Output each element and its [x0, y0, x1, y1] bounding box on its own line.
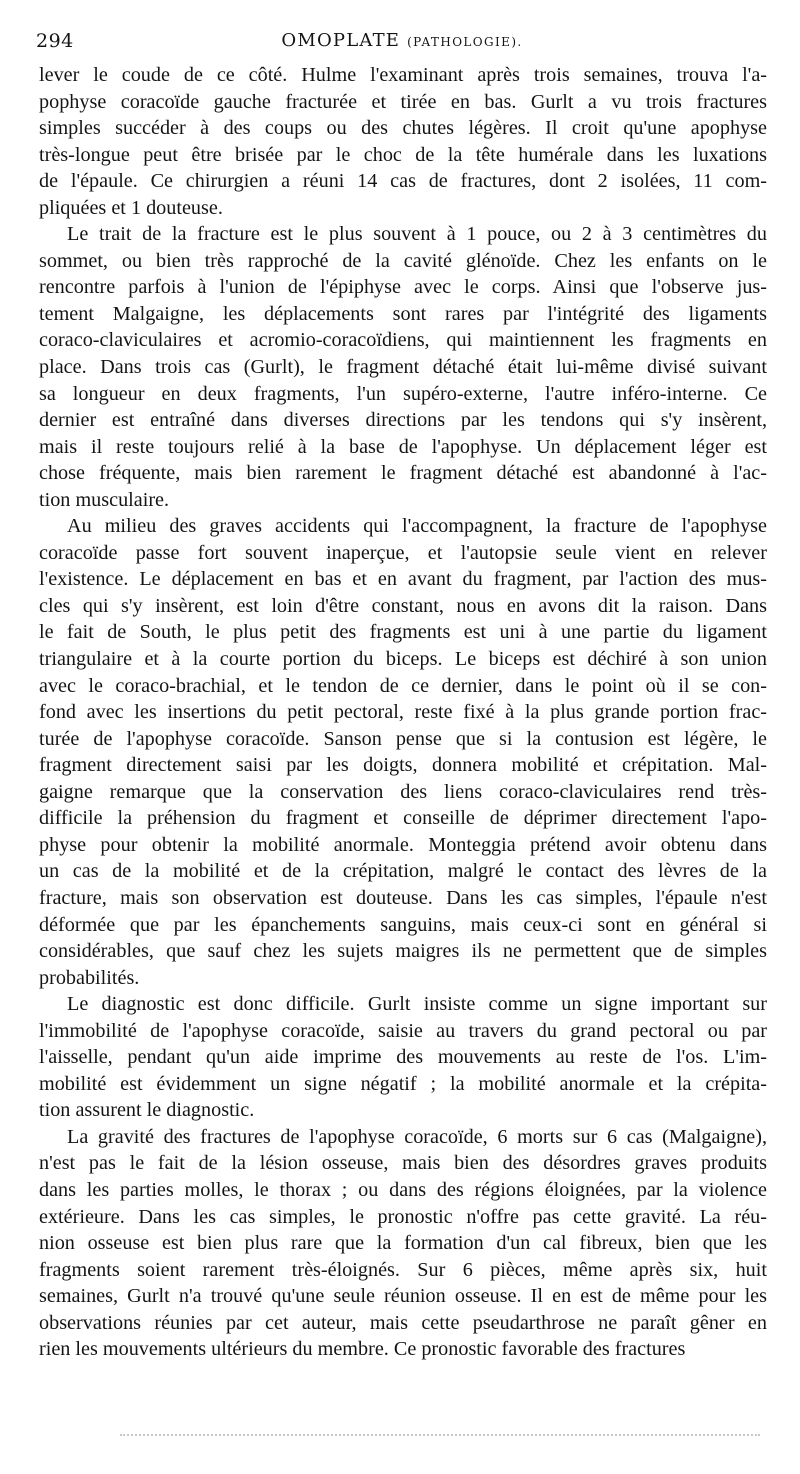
text-line: déformée que par les épanchements sanguins, mais ceux-ci sont en général si	[39, 913, 767, 936]
text-line: semaines, Gurlt n'a trouvé qu'une seule réunion osseuse. Il en est de même pour les	[39, 1285, 767, 1308]
text-line: de l'épaule. Ce chirurgien a réuni 14 cas de fractures, dont 2 isolées, 11 com-	[39, 170, 767, 193]
text-line: rien les mouvements ultérieurs du membre. Ce pronostic favorable des fractures	[39, 1338, 686, 1361]
text-line: mais il reste toujours relié à la base de l'apophyse. Un déplacement léger est	[39, 435, 767, 458]
text-line: fond avec les insertions du petit pectoral, reste fixé à la plus grande portion frac-	[39, 701, 767, 724]
text-line: avec le coraco-brachial, et le tendon de ce dernier, dans le point où il se con-	[39, 674, 767, 697]
text-line: Le diagnostic est donc difficile. Gurlt insiste comme un signe important sur	[67, 993, 767, 1016]
text-line: dans les parties molles, le thorax ; ou dans des régions éloignées, par la violence	[39, 1178, 767, 1201]
text-line: extérieure. Dans les cas simples, le pronostic n'offre pas cette gravité. La réu-	[39, 1205, 767, 1228]
text-line: difficile la préhension du fragment et conseille de déprimer directement l'apo-	[39, 807, 767, 830]
text-line: sa longueur en deux fragments, l'un supéro-externe, l'autre inféro-interne. Ce	[39, 382, 767, 405]
text-line: considérables, que sauf chez les sujets maigres ils ne permettent que de simples	[39, 940, 767, 963]
text-line: mobilité est évidemment un signe négatif ; la mobilité anormale et la crépita-	[39, 1072, 767, 1095]
text-line: gaigne remarque que la conservation des liens coraco-claviculaires rend très-	[39, 780, 767, 803]
text-line: pophyse coracoïde gauche fracturée et tirée en bas. Gurlt a vu trois fractures	[39, 90, 767, 113]
text-line: n'est pas le fait de la lésion osseuse, mais bien des désordres graves produits	[39, 1152, 767, 1175]
text-line: sommet, ou bien très rapproché de la cavité glénoïde. Chez les enfants on le	[39, 249, 767, 272]
text-line: l'immobilité de l'apophyse coracoïde, saisie au travers du grand pectoral ou par	[39, 1019, 767, 1042]
text-line: Au milieu des graves accidents qui l'accompagnent, la fracture de l'apophyse	[67, 515, 767, 538]
text-line: très-longue peut être brisée par le choc de la tête humérale dans les luxations	[39, 143, 767, 166]
text-line: tion assurent le diagnostic.	[39, 1099, 255, 1122]
text-line: triangulaire et à la courte portion du biceps. Le biceps est déchiré à son union	[39, 648, 767, 671]
running-title	[36, 30, 768, 51]
text-line: coracoïde passe fort souvent inaperçue, et l'autopsie seule vient en relever	[39, 541, 767, 564]
text-line: fracture, mais son observation est douteuse. Dans les cas simples, l'épaule n'est	[39, 886, 767, 909]
text-line: observations réunies par cet auteur, mais cette pseudarthrose ne paraît gêner en	[39, 1311, 767, 1334]
running-title-subtitle: (PATHOLOGIE).	[407, 35, 523, 49]
text-line: tement Malgaigne, les déplacements sont rares par l'intégrité des ligaments	[39, 302, 767, 325]
faint-footer-rule	[120, 1434, 760, 1439]
paragraph	[39, 62, 767, 221]
text-line: cles qui s'y insèrent, est loin d'être constant, nous en avons dit la raison. Dans	[39, 594, 767, 617]
text-line: fragment directement saisi par les doigts, donnera mobilité et crépitation. Mal-	[39, 754, 767, 777]
text-line: pliquées et 1 douteuse.	[39, 196, 223, 219]
running-title-main: OMOPLATE	[281, 30, 401, 51]
text-line: rencontre parfois à l'union de l'épiphyse avec le corps. Ainsi que l'observe jus-	[39, 276, 767, 299]
text-line: Le trait de la fracture est le plus souvent à 1 pouce, ou 2 à 3 centimètres du	[67, 223, 767, 246]
text-line: simples succéder à des coups ou des chutes légères. Il croit qu'une apophyse	[39, 117, 767, 140]
text-line: La gravité des fractures de l'apophyse coracoïde, 6 morts sur 6 cas (Malgaigne),	[67, 1125, 767, 1148]
body-text	[39, 62, 767, 1363]
text-line: probabilités.	[39, 966, 140, 989]
text-line: coraco-claviculaires et acromio-coracoïdiens, qui maintiennent les fragments en	[39, 329, 767, 352]
text-line: fragments soient rarement très-éloignés. Sur 6 pièces, même après six, huit	[39, 1258, 767, 1281]
paragraph	[39, 1124, 767, 1363]
text-line: un cas de la mobilité et de la crépitation, malgré le contact des lèvres de la	[39, 860, 767, 883]
paragraph	[39, 991, 767, 1124]
text-line: chose fréquente, mais bien rarement le fragment détaché est abandonné à l'ac-	[39, 462, 767, 485]
text-line: l'existence. Le déplacement en bas et en avant du fragment, par l'action des mus-	[39, 568, 767, 591]
running-head	[36, 30, 768, 60]
text-line: physe pour obtenir la mobilité anormale. Monteggia prétend avoir obtenu dans	[39, 833, 767, 856]
text-line: le fait de South, le plus petit des fragments est uni à une partie du ligament	[39, 621, 767, 644]
text-line: nion osseuse est bien plus rare que la formation d'un cal fibreux, bien que les	[39, 1232, 767, 1255]
text-line: l'aisselle, pendant qu'un aide imprime des mouvements au reste de l'os. L'im-	[39, 1046, 767, 1069]
text-line: turée de l'apophyse coracoïde. Sanson pense que si la contusion est légère, le	[39, 727, 767, 750]
text-line: place. Dans trois cas (Gurlt), le fragment détaché était lui-même divisé suivant	[39, 356, 767, 379]
text-line: dernier est entraîné dans diverses directions par les tendons qui s'y insèrent,	[39, 409, 767, 432]
paragraph	[39, 513, 767, 991]
paragraph	[39, 221, 767, 513]
text-line: tion musculaire.	[39, 488, 170, 511]
page-number: 294	[36, 30, 74, 52]
text-line: lever le coude de ce côté. Hulme l'examinant après trois semaines, trouva l'a-	[39, 64, 767, 86]
